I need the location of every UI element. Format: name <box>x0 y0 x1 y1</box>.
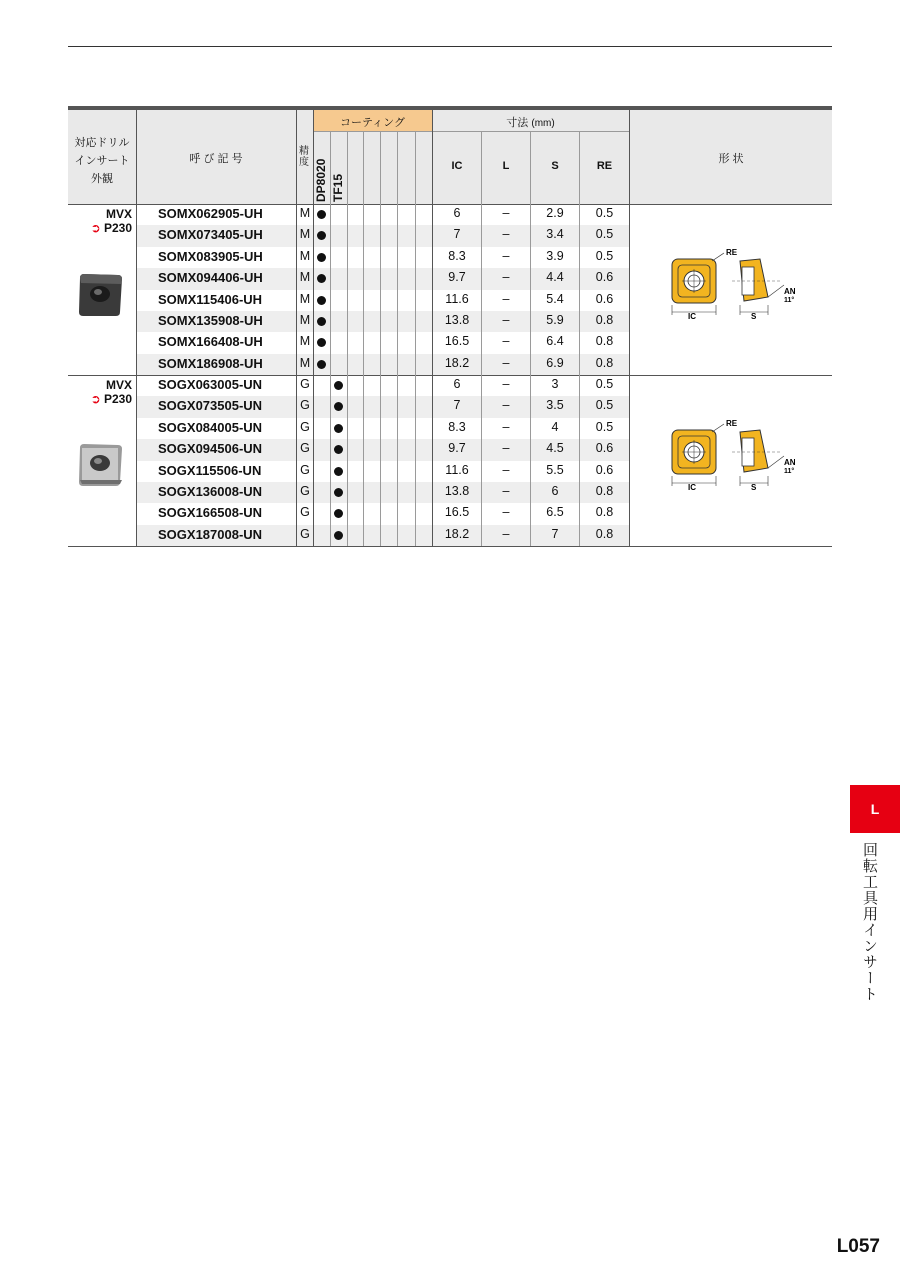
code-cell: SOMX115406-UH <box>158 291 263 307</box>
grade-column-line <box>363 131 364 546</box>
dim-header-re: RE <box>596 160 613 172</box>
code-cell: SOGX094506-UN <box>158 441 263 457</box>
s-cell: 3.4 <box>546 227 564 242</box>
ic-cell: 8.3 <box>448 248 466 263</box>
s-cell: 5.4 <box>546 291 564 306</box>
re-cell: 0.6 <box>595 462 614 477</box>
column-line <box>432 110 433 546</box>
re-cell: 0.8 <box>595 484 614 498</box>
s-cell: 5.5 <box>546 462 564 477</box>
s-cell: 2.9 <box>546 206 564 220</box>
angle-label: 11° <box>784 468 795 475</box>
s-cell: 6.9 <box>546 355 564 370</box>
ic-cell: 7 <box>453 398 461 413</box>
code-cell: SOMX166408-UH <box>158 334 263 350</box>
grade-dot-icon <box>334 488 343 497</box>
re-cell: 0.5 <box>595 227 614 242</box>
ic-cell: 11.6 <box>445 462 469 477</box>
group-divider-line <box>68 375 832 376</box>
l-cell: – <box>502 334 510 349</box>
ic-cell: 16.5 <box>444 334 470 349</box>
section-label: 回転工具用インサート <box>861 842 879 1002</box>
precision-header <box>296 146 312 168</box>
grade-column-line <box>397 131 398 546</box>
dim-column-line <box>530 131 531 546</box>
re-cell: 0.5 <box>595 377 614 391</box>
s-cell: 3.5 <box>546 398 564 413</box>
dim-column-line <box>481 131 482 546</box>
grade-dot-icon <box>334 531 343 540</box>
l-cell: – <box>502 484 510 498</box>
grade-dot-icon <box>334 381 343 390</box>
s-label: S <box>751 483 757 492</box>
shape-header: 形 状 <box>718 153 744 165</box>
grade-header-tf15: TF15 <box>331 173 345 202</box>
l-cell: – <box>502 291 510 306</box>
ic-cell: 6 <box>453 206 461 220</box>
page-ref-2-text: P230 <box>103 392 132 406</box>
re-cell: 0.6 <box>595 270 614 285</box>
grade-dot-icon <box>317 360 326 369</box>
s-cell: 6.5 <box>546 505 564 520</box>
precision-cell: M <box>299 248 311 263</box>
dim-header-ic: IC <box>451 160 463 172</box>
precision-cell: M <box>299 270 311 285</box>
page-ref-1-text: P230 <box>103 221 132 235</box>
l-cell: – <box>502 355 510 370</box>
arrow-right-icon: ➲ <box>90 392 101 406</box>
l-cell: – <box>502 377 510 391</box>
code-cell: SOGX073505-UN <box>158 398 263 414</box>
dimensions-header <box>432 114 629 130</box>
insert-shape-diagram-1 <box>668 245 808 323</box>
designation-header: 呼 び 記 号 <box>189 153 243 165</box>
code-cell: SOMX186908-UH <box>158 355 263 371</box>
grade-column-line <box>330 131 331 546</box>
s-cell: 4 <box>551 419 559 434</box>
grade-column-line <box>415 131 416 546</box>
code-cell: SOMX073405-UH <box>158 227 263 243</box>
precision-cell: G <box>300 484 310 498</box>
precision-cell: M <box>299 313 311 327</box>
an-label: AN <box>784 458 796 467</box>
l-cell: – <box>502 441 510 456</box>
re-cell: 0.6 <box>595 441 614 456</box>
re-label: RE <box>726 248 738 257</box>
section-tab[interactable] <box>850 785 900 833</box>
s-label: S <box>751 312 757 321</box>
insert-shape-diagram-2 <box>668 416 808 494</box>
ic-cell: 9.7 <box>448 441 466 456</box>
re-cell: 0.8 <box>595 355 614 370</box>
s-cell: 4.4 <box>546 270 564 285</box>
re-cell: 0.5 <box>595 206 614 220</box>
precision-cell: G <box>300 526 310 541</box>
an-label: AN <box>784 287 796 296</box>
grade-column-line <box>347 131 348 546</box>
l-cell: – <box>502 526 510 541</box>
s-cell: 6.4 <box>546 334 564 349</box>
code-cell: SOGX115506-UN <box>158 462 262 478</box>
top-rule <box>68 46 832 47</box>
header-insert: インサート <box>74 155 130 167</box>
s-cell: 6 <box>551 484 559 498</box>
grade-dot-icon <box>317 253 326 262</box>
precision-cell: G <box>300 505 310 520</box>
grade-dot-icon <box>317 296 326 305</box>
l-cell: – <box>502 505 510 520</box>
s-cell: 4.5 <box>546 441 564 456</box>
s-cell: 3 <box>551 377 559 391</box>
s-cell: 5.9 <box>546 313 564 327</box>
l-cell: – <box>502 270 510 285</box>
precision-cell: G <box>300 441 310 456</box>
l-cell: – <box>502 419 510 434</box>
ic-cell: 13.8 <box>444 484 470 498</box>
l-cell: – <box>502 227 510 242</box>
drill-name-1: MVX <box>105 207 132 221</box>
ic-label: IC <box>688 312 696 321</box>
dim-header-l: L <box>502 160 510 172</box>
code-cell: SOMX094406-UH <box>158 270 263 286</box>
dimensions-unit: (mm) <box>531 118 555 129</box>
grade-dot-icon <box>334 424 343 433</box>
grade-dot-icon <box>317 338 326 347</box>
ic-cell: 16.5 <box>444 505 470 520</box>
drill-col-header <box>68 134 136 188</box>
precision-cell: G <box>300 462 310 477</box>
dimensions-label: 寸法 <box>506 117 529 129</box>
header-drill: 対応ドリル <box>74 137 130 149</box>
grade-header-dp8020: DP8020 <box>314 158 328 202</box>
s-cell: 7 <box>551 526 559 541</box>
ic-label: IC <box>688 483 696 492</box>
code-cell: SOMX083905-UH <box>158 248 263 264</box>
re-cell: 0.6 <box>595 291 614 306</box>
dim-column-line <box>579 131 580 546</box>
re-cell: 0.5 <box>595 419 614 434</box>
ic-cell: 18.2 <box>444 355 470 370</box>
re-cell: 0.8 <box>595 313 614 327</box>
page-ref-1[interactable] <box>68 221 132 235</box>
section-tab-letter: L <box>870 801 880 817</box>
ic-cell: 11.6 <box>445 291 469 306</box>
code-cell: SOGX166508-UN <box>158 505 263 521</box>
precision-char-1: 精 <box>299 146 309 157</box>
page-ref-2[interactable] <box>68 392 132 406</box>
code-cell: SOMX135908-UH <box>158 313 263 328</box>
ic-cell: 7 <box>453 227 461 242</box>
precision-char-2: 度 <box>299 157 309 168</box>
ic-cell: 13.8 <box>444 313 470 327</box>
column-line <box>629 110 630 546</box>
precision-cell: M <box>299 227 311 242</box>
re-cell: 0.5 <box>595 248 614 263</box>
header-appearance: 外観 <box>91 173 113 185</box>
precision-cell: M <box>299 206 311 220</box>
ic-cell: 18.2 <box>444 526 470 541</box>
code-cell: SOMX062905-UH <box>158 206 263 221</box>
angle-label: 11° <box>784 297 795 304</box>
code-cell: SOGX063005-UN <box>158 377 263 392</box>
s-cell: 3.9 <box>546 248 564 263</box>
precision-cell: G <box>300 419 310 434</box>
grade-dot-icon <box>317 210 326 219</box>
l-cell: – <box>502 462 510 477</box>
table-bottom-line <box>68 546 832 547</box>
code-cell: SOGX084005-UN <box>158 419 263 435</box>
coating-header: コーティング <box>340 117 405 129</box>
ic-cell: 9.7 <box>448 270 466 285</box>
re-cell: 0.5 <box>595 398 614 413</box>
l-cell: – <box>502 313 510 327</box>
grade-column-line <box>380 131 381 546</box>
insert-photo-dark-icon <box>76 272 124 318</box>
re-cell: 0.8 <box>595 334 614 349</box>
insert-photo-silver-icon <box>76 442 124 488</box>
ic-cell: 8.3 <box>448 419 466 434</box>
l-cell: – <box>502 398 510 413</box>
drill-name-2: MVX <box>105 378 132 392</box>
header-bottom-line <box>68 204 832 205</box>
re-cell: 0.8 <box>595 526 614 541</box>
column-line <box>296 110 297 546</box>
arrow-right-icon: ➲ <box>90 221 101 235</box>
code-cell: SOGX136008-UN <box>158 484 263 499</box>
dim-header-s: S <box>551 160 559 172</box>
precision-cell: G <box>300 377 310 391</box>
grade-dot-icon <box>334 467 343 476</box>
l-cell: – <box>502 248 510 263</box>
re-cell: 0.8 <box>595 505 614 520</box>
precision-cell: M <box>299 334 311 349</box>
page-number: L057 <box>836 1236 880 1257</box>
code-cell: SOGX187008-UN <box>158 526 263 542</box>
ic-cell: 6 <box>453 377 461 391</box>
column-line <box>136 110 137 546</box>
precision-cell: M <box>299 291 311 306</box>
grade-dot-icon <box>334 509 343 518</box>
l-cell: – <box>502 206 510 220</box>
re-label: RE <box>726 419 738 428</box>
grade-dot-icon <box>317 317 326 326</box>
column-line <box>313 110 314 546</box>
precision-cell: M <box>299 355 311 370</box>
precision-cell: G <box>300 398 310 413</box>
